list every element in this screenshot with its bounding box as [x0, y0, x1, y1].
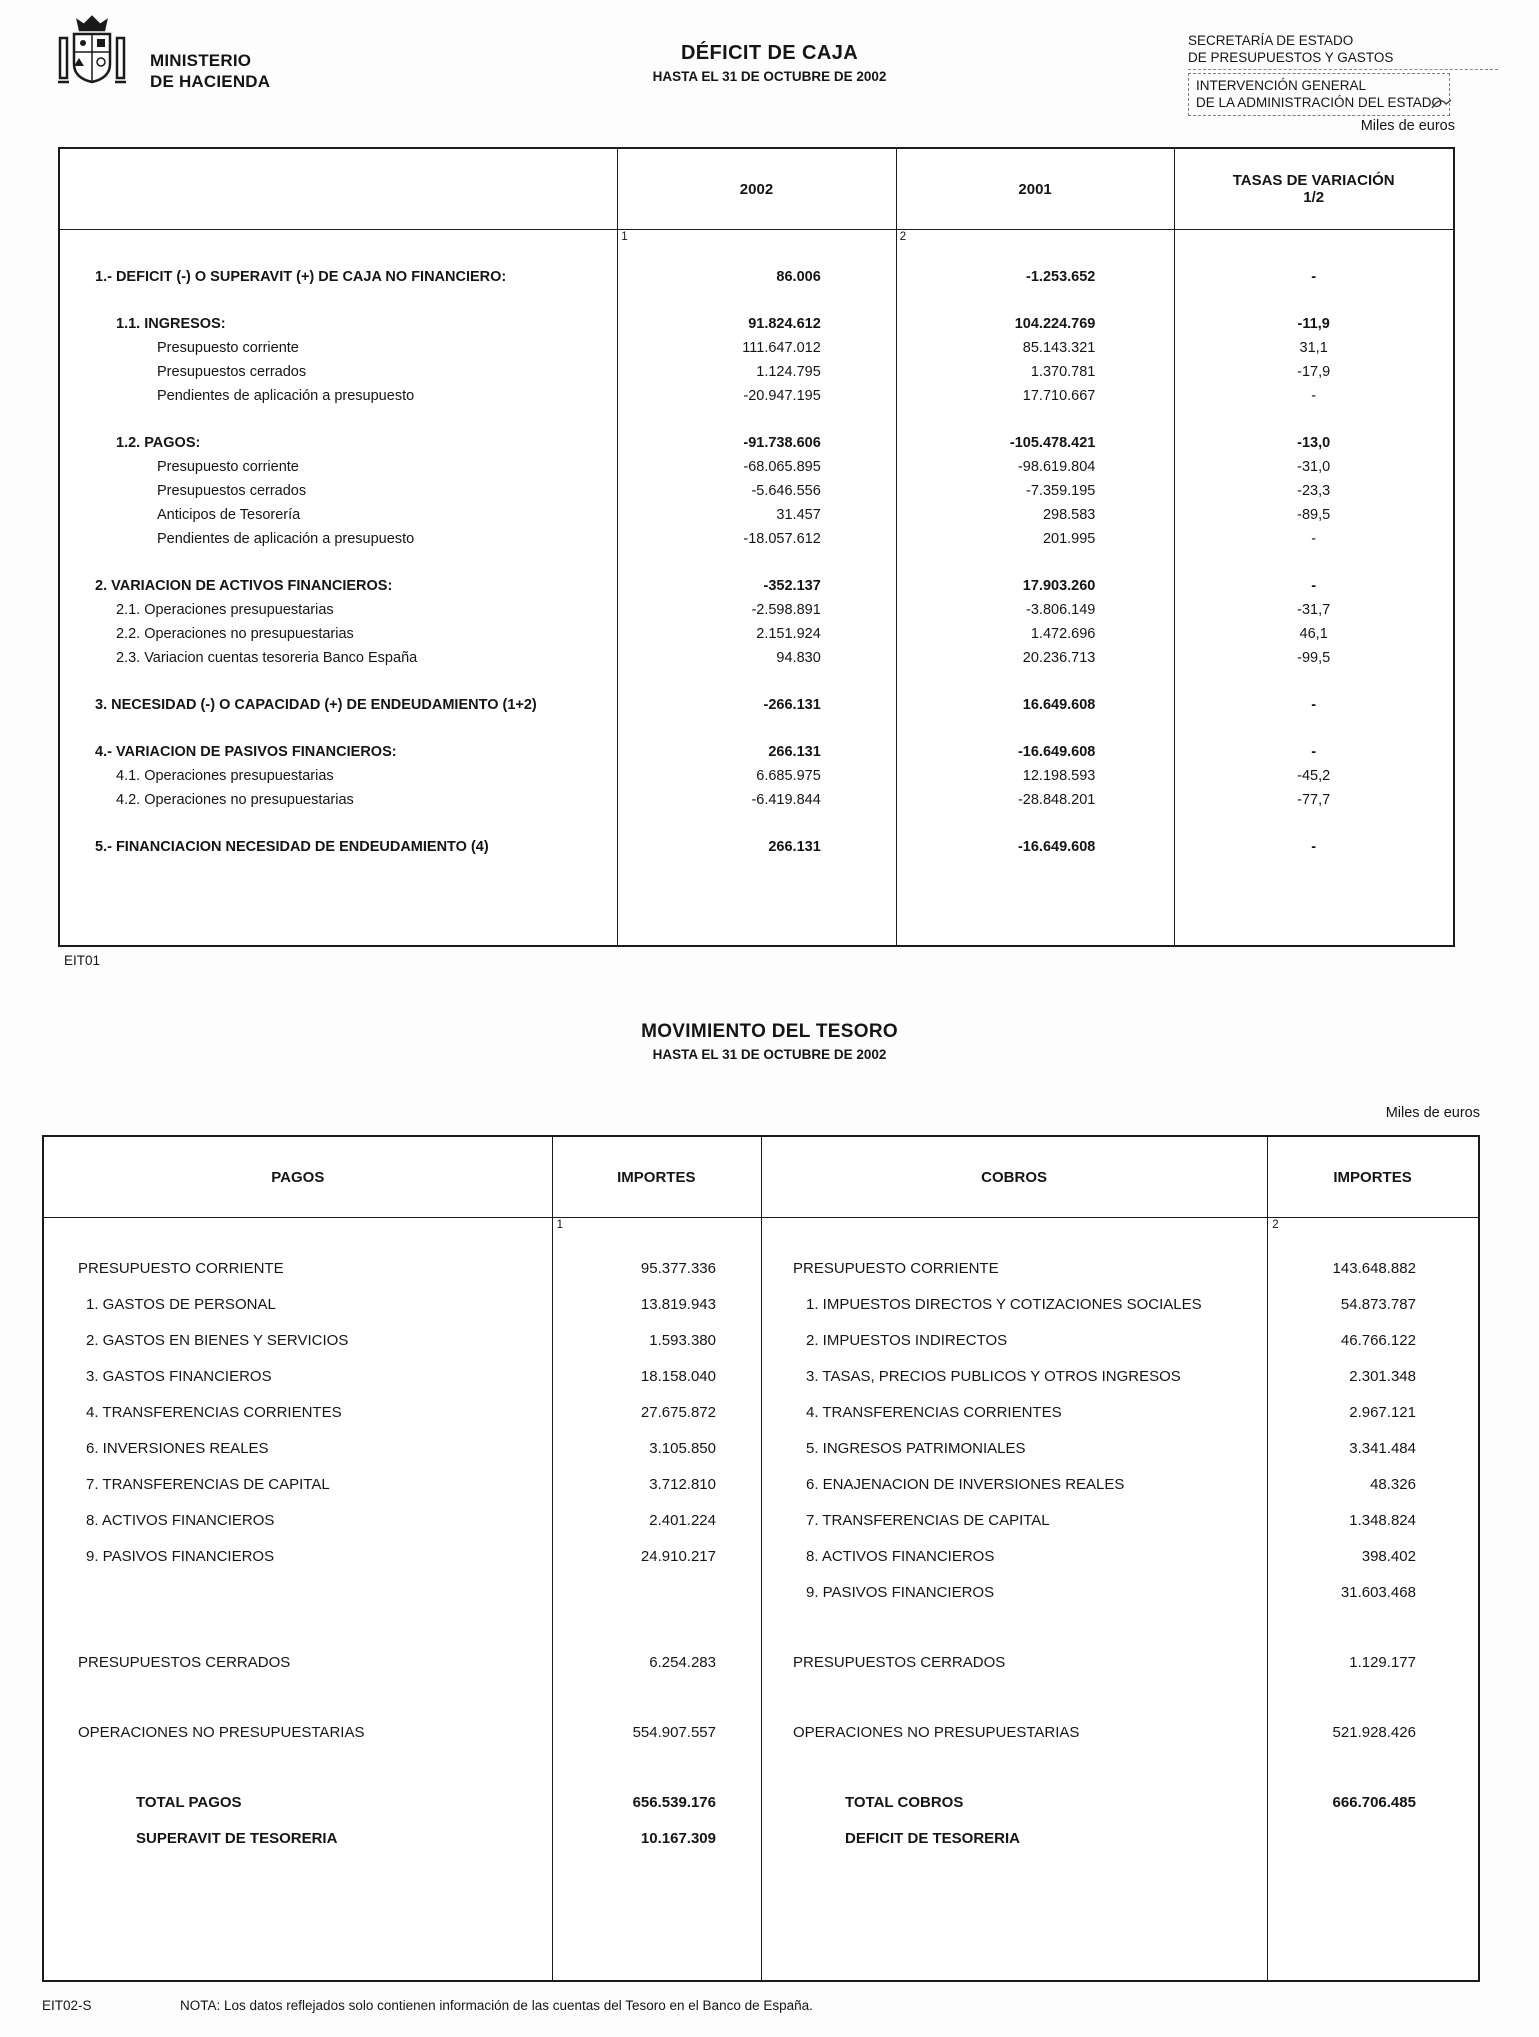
pago-label: 1. GASTOS DE PERSONAL — [86, 1296, 276, 1313]
value-2002: 1.124.795 — [756, 364, 821, 380]
row-label: 2.1. Operaciones presupuestarias — [116, 602, 334, 618]
ministry-line1: MINISTERIO — [150, 51, 252, 70]
pago-label: 3. GASTOS FINANCIEROS — [86, 1368, 272, 1385]
column-header-pagos: PAGOS — [271, 1168, 325, 1186]
value-2002: -20.947.195 — [743, 388, 821, 404]
section2-title: MOVIMIENTO DEL TESORO — [641, 1021, 898, 1042]
cobro-amount: 2.967.121 — [1349, 1404, 1416, 1421]
value-2001: 201.995 — [1042, 531, 1096, 547]
value-variation-rate: -13,0 — [1297, 435, 1331, 451]
table2-row — [44, 1503, 1478, 1539]
pago-amount: 24.910.217 — [640, 1548, 716, 1565]
cobro-label: 1. IMPUESTOS DIRECTOS Y COTIZACIONES SOCIALES — [805, 1296, 1202, 1313]
value-2001: -3.806.149 — [1026, 602, 1096, 618]
header-divider — [60, 229, 1453, 230]
row-label: 3. NECESIDAD (-) O CAPACIDAD (+) DE ENDEUDAMIENTO (1+2) — [95, 697, 537, 713]
value-2001: -16.649.608 — [1017, 839, 1096, 855]
value-2002: 31.457 — [776, 507, 821, 523]
value-2002: 6.685.975 — [756, 768, 821, 784]
table2-row — [44, 1821, 1478, 1857]
intervencion-stamp-box — [1188, 73, 1450, 116]
pago-label: 4. TRANSFERENCIAS CORRIENTES — [86, 1404, 342, 1421]
row-label: Pendientes de aplicación a presupuesto — [157, 531, 415, 547]
cobro-amount: 31.603.468 — [1340, 1584, 1416, 1601]
page-subtitle: HASTA EL 31 DE OCTUBRE DE 2002 — [652, 69, 887, 84]
cobro-label: 6. ENAJENACION DE INVERSIONES REALES — [805, 1476, 1125, 1493]
pago-amount: 3.712.810 — [649, 1476, 716, 1493]
cobro-label: 9. PASIVOS FINANCIEROS — [805, 1584, 995, 1601]
cobro-amount: 3.341.484 — [1349, 1440, 1416, 1457]
column-markers — [60, 231, 1453, 251]
row-label: 2. VARIACION DE ACTIVOS FINANCIEROS: — [95, 578, 393, 594]
value-2002: 91.824.612 — [748, 316, 821, 332]
intervencion-line2: DE LA ADMINISTRACIÓN DEL ESTADO — [1196, 95, 1443, 110]
variation-header-line1: TASAS DE VARIACIÓN — [1232, 172, 1395, 189]
cobro-label: DEFICIT DE TESORERIA — [844, 1830, 1020, 1847]
cobro-label: 4. TRANSFERENCIAS CORRIENTES — [805, 1404, 1062, 1421]
table2-row — [44, 1431, 1478, 1467]
value-2002: 111.647.012 — [742, 340, 821, 356]
value-2001: 1.370.781 — [1030, 364, 1096, 380]
pago-amount: 2.401.224 — [649, 1512, 716, 1529]
cobro-amount: 666.706.485 — [1332, 1794, 1416, 1811]
value-variation-rate: -17,9 — [1297, 364, 1331, 380]
pago-label: 9. PASIVOS FINANCIEROS — [86, 1548, 275, 1565]
table2-row — [44, 1395, 1478, 1431]
value-2001: -105.478.421 — [1009, 435, 1096, 451]
table2-row — [44, 1323, 1478, 1359]
table2-row — [44, 1251, 1478, 1287]
value-2001: -7.359.195 — [1026, 483, 1096, 499]
row-label: Presupuestos cerrados — [157, 483, 307, 499]
header-divider — [44, 1217, 1478, 1218]
value-2001: 20.236.713 — [1022, 650, 1096, 666]
form-code-table1: EIT01 — [64, 953, 101, 968]
value-variation-rate: -77,7 — [1297, 792, 1331, 808]
cobro-label: PRESUPUESTOS CERRADOS — [792, 1654, 1006, 1671]
column-marker-2: 2 — [1272, 1219, 1279, 1231]
cobro-label: TOTAL COBROS — [844, 1794, 964, 1811]
ministry-line2: DE HACIENDA — [150, 72, 271, 91]
value-variation-rate: -99,5 — [1297, 650, 1331, 666]
pago-label — [44, 1575, 552, 1611]
table1-row — [60, 360, 1453, 384]
value-variation-rate: -23,3 — [1297, 483, 1331, 499]
pago-label: PRESUPUESTOS CERRADOS — [78, 1654, 291, 1671]
value-2002: 94.830 — [776, 650, 821, 666]
pen-mark-icon — [1431, 98, 1453, 112]
value-variation-rate: - — [1311, 388, 1317, 404]
value-variation-rate: - — [1311, 531, 1317, 547]
pago-label: 6. INVERSIONES REALES — [86, 1440, 269, 1457]
table1-header-row — [60, 149, 1453, 229]
pago-amount: 656.539.176 — [632, 1794, 716, 1811]
value-2001: 16.649.608 — [1022, 697, 1096, 713]
page-title: DÉFICIT DE CAJA — [680, 42, 859, 64]
table1-row — [60, 646, 1453, 670]
value-2002: -6.419.844 — [751, 792, 821, 808]
table1-body — [60, 251, 1453, 859]
table2-row — [44, 1287, 1478, 1323]
row-label: 2.2. Operaciones no presupuestarias — [116, 626, 354, 642]
value-2001: 17.710.667 — [1022, 388, 1096, 404]
table1-row — [60, 479, 1453, 503]
pago-amount: 18.158.040 — [640, 1368, 716, 1385]
pago-label: OPERACIONES NO PRESUPUESTARIAS — [78, 1724, 365, 1741]
value-variation-rate: -31,7 — [1297, 602, 1331, 618]
pago-amount: 13.819.943 — [640, 1296, 716, 1313]
pago-label: 2. GASTOS EN BIENES Y SERVICIOS — [86, 1332, 349, 1349]
issuing-office-block — [1188, 32, 1498, 116]
table1-row — [60, 788, 1453, 812]
movimiento-del-tesoro-table — [42, 1135, 1480, 1982]
pago-label: 7. TRANSFERENCIAS DE CAPITAL — [86, 1476, 330, 1493]
column-marker-2: 2 — [899, 231, 907, 243]
units-label-table1: Miles de euros — [1360, 118, 1455, 134]
value-variation-rate: - — [1311, 744, 1317, 760]
table1-row — [60, 598, 1453, 622]
value-2001: -1.253.652 — [1026, 269, 1096, 285]
table1-row — [60, 574, 1453, 598]
value-variation-rate: -31,0 — [1297, 459, 1331, 475]
cobro-amount: 48.326 — [1370, 1476, 1416, 1493]
table1-row — [60, 693, 1453, 717]
row-label: Presupuesto corriente — [157, 340, 299, 356]
value-variation-rate: - — [1311, 578, 1317, 594]
table2-row — [44, 1715, 1478, 1751]
column-marker-1: 1 — [621, 231, 628, 243]
column-marker-1: 1 — [556, 1219, 564, 1231]
value-variation-rate: - — [1311, 697, 1317, 713]
pago-amount: 1.593.380 — [649, 1332, 716, 1349]
table1-row — [60, 835, 1453, 859]
row-label: Pendientes de aplicación a presupuesto — [157, 388, 415, 404]
cobro-amount: 2.301.348 — [1349, 1368, 1416, 1385]
secretaria-line1: SECRETARÍA DE ESTADO — [1188, 33, 1354, 48]
row-label: 4.2. Operaciones no presupuestarias — [116, 792, 354, 808]
value-2002: -266.131 — [763, 697, 821, 713]
value-variation-rate: 31,1 — [1299, 340, 1328, 356]
row-label: 4.- VARIACION DE PASIVOS FINANCIEROS: — [95, 744, 397, 760]
cobro-amount: 54.873.787 — [1340, 1296, 1416, 1313]
value-variation-rate: - — [1311, 269, 1317, 285]
value-2001: 12.198.593 — [1022, 768, 1096, 784]
value-2001: 17.903.260 — [1022, 578, 1096, 594]
value-2002: -18.057.612 — [743, 531, 821, 547]
variation-header-line2: 1/2 — [1303, 189, 1325, 206]
pago-amount: 95.377.336 — [640, 1260, 716, 1277]
cobro-label: 3. TASAS, PRECIOS PUBLICOS Y OTROS INGRESOS — [805, 1368, 1181, 1385]
value-2002: 266.131 — [768, 744, 821, 760]
row-label: 1.2. PAGOS: — [116, 435, 201, 451]
table1-row — [60, 455, 1453, 479]
cobro-label: OPERACIONES NO PRESUPUESTARIAS — [792, 1724, 1080, 1741]
table2-header-row — [44, 1137, 1478, 1217]
row-label: Anticipos de Tesorería — [157, 507, 301, 523]
table1-row — [60, 503, 1453, 527]
column-header-2002: 2002 — [739, 180, 774, 198]
table1-row — [60, 527, 1453, 551]
column-header-2001: 2001 — [1018, 180, 1052, 198]
cobro-amount: 1.348.824 — [1349, 1512, 1416, 1529]
pago-label: SUPERAVIT DE TESORERIA — [136, 1830, 338, 1847]
table1-row — [60, 336, 1453, 360]
table2-row — [44, 1785, 1478, 1821]
value-2001: 85.143.321 — [1022, 340, 1096, 356]
pago-label: 8. ACTIVOS FINANCIEROS — [86, 1512, 275, 1529]
row-label: 2.3. Variacion cuentas tesoreria Banco España — [116, 650, 418, 666]
column-header-variation — [1174, 172, 1453, 206]
units-label-table2: Miles de euros — [1385, 1105, 1480, 1121]
intervencion-line1: INTERVENCIÓN GENERAL — [1196, 78, 1367, 93]
value-2002: -68.065.895 — [743, 459, 821, 475]
value-2001: -98.619.804 — [1017, 459, 1096, 475]
row-label: 5.- FINANCIACION NECESIDAD DE ENDEUDAMIENTO (4) — [95, 839, 489, 855]
row-label: 1.1. INGRESOS: — [116, 316, 226, 332]
table2-row — [44, 1575, 1478, 1611]
cobro-amount: 521.928.426 — [1332, 1724, 1416, 1741]
table2-row — [44, 1539, 1478, 1575]
value-variation-rate: -89,5 — [1297, 507, 1331, 523]
value-2001: -28.848.201 — [1017, 792, 1096, 808]
row-label: 1.- DEFICIT (-) O SUPERAVIT (+) DE CAJA NO FINANCIERO: — [95, 269, 507, 285]
table2-body — [44, 1241, 1478, 1857]
column-markers — [44, 1219, 1478, 1239]
value-2002: -352.137 — [763, 578, 821, 594]
value-2001: 104.224.769 — [1014, 316, 1096, 332]
cobro-amount: 143.648.882 — [1332, 1260, 1416, 1277]
row-label: Presupuestos cerrados — [157, 364, 307, 380]
table1-row — [60, 384, 1453, 408]
value-variation-rate: - — [1311, 839, 1317, 855]
pago-amount: 27.675.872 — [640, 1404, 716, 1421]
table2-row — [44, 1645, 1478, 1681]
table1-row — [60, 265, 1453, 289]
row-label: 4.1. Operaciones presupuestarias — [116, 768, 334, 784]
table1-row — [60, 312, 1453, 336]
value-2002: 266.131 — [768, 839, 821, 855]
table1-row — [60, 764, 1453, 788]
column-header-cobros: COBROS — [981, 1168, 1047, 1186]
pago-amount — [552, 1575, 761, 1611]
section2-subtitle: HASTA EL 31 DE OCTUBRE DE 2002 — [652, 1047, 887, 1062]
value-2001: 298.583 — [1042, 507, 1096, 523]
value-2001: -16.649.608 — [1017, 744, 1096, 760]
value-2002: -91.738.606 — [743, 435, 821, 451]
value-variation-rate: -11,9 — [1297, 316, 1330, 332]
value-2002: 86.006 — [776, 269, 821, 285]
pago-label: PRESUPUESTO CORRIENTE — [78, 1260, 284, 1277]
footnote: NOTA: Los datos reflejados solo contienen información de las cuentas del Tesoro en el Banco de España. — [180, 1998, 813, 2013]
pago-amount: 3.105.850 — [649, 1440, 716, 1457]
column-header-importes-pagos: IMPORTES — [617, 1168, 696, 1186]
cobro-amount: 46.766.122 — [1340, 1332, 1416, 1349]
value-2002: -5.646.556 — [751, 483, 821, 499]
pago-amount: 6.254.283 — [649, 1654, 716, 1671]
cobro-label: PRESUPUESTO CORRIENTE — [792, 1260, 999, 1277]
cobro-label: 7. TRANSFERENCIAS DE CAPITAL — [805, 1512, 1050, 1529]
cobro-amount — [1267, 1821, 1478, 1857]
cobro-amount: 1.129.177 — [1349, 1654, 1416, 1671]
table1-row — [60, 740, 1453, 764]
pago-label: TOTAL PAGOS — [136, 1794, 242, 1811]
cobro-label: 5. INGRESOS PATRIMONIALES — [805, 1440, 1026, 1457]
form-code-table2: EIT02-S — [42, 1998, 92, 2013]
pago-amount: 554.907.557 — [632, 1724, 716, 1741]
pago-amount: 10.167.309 — [640, 1830, 716, 1847]
deficit-de-caja-table — [58, 147, 1455, 947]
column-header-importes-cobros: IMPORTES — [1333, 1168, 1412, 1186]
value-variation-rate: -45,2 — [1297, 768, 1331, 784]
table2-row — [44, 1359, 1478, 1395]
secretaria-line2: DE PRESUPUESTOS Y GASTOS — [1188, 49, 1498, 70]
table2-row — [44, 1467, 1478, 1503]
value-2002: 2.151.924 — [756, 626, 821, 642]
section2-heading — [0, 1021, 1539, 1062]
row-label: Presupuesto corriente — [157, 459, 299, 475]
cobro-label: 2. IMPUESTOS INDIRECTOS — [805, 1332, 1008, 1349]
value-2002: -2.598.891 — [751, 602, 821, 618]
cobro-amount: 398.402 — [1361, 1548, 1416, 1565]
value-2001: 1.472.696 — [1030, 626, 1096, 642]
table1-row — [60, 431, 1453, 455]
table1-row — [60, 622, 1453, 646]
cobro-label: 8. ACTIVOS FINANCIEROS — [805, 1548, 995, 1565]
value-variation-rate: 46,1 — [1299, 626, 1328, 642]
